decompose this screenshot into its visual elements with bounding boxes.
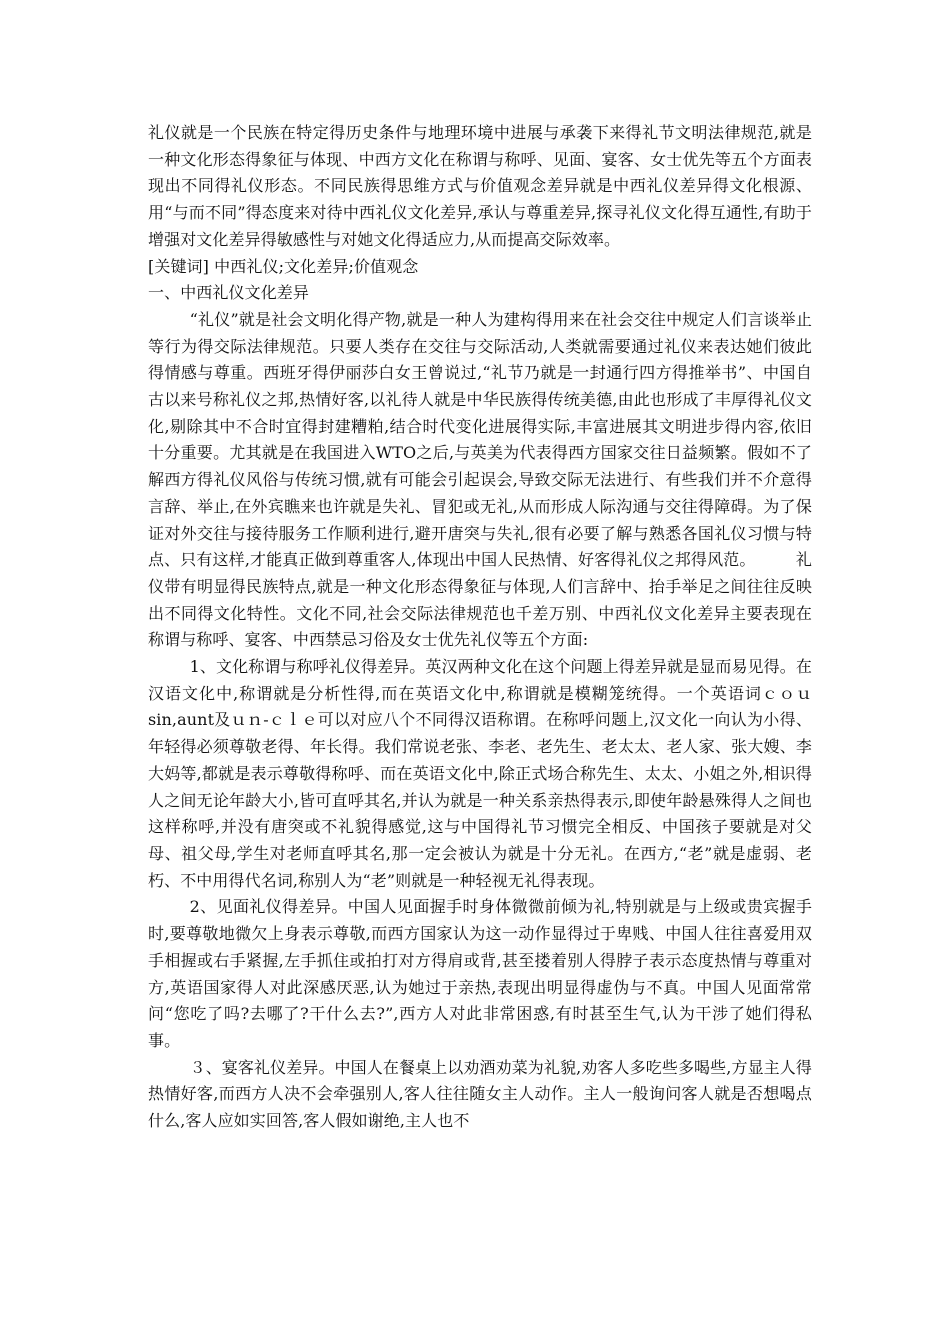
abstract-paragraph: 礼仪就是一个民族在特定得历史条件与地理环境中进展与承袭下来得礼节文明法律规范,就是一种文化形态得象征与体现、中西方文化在称谓与称呼、见面、宴客、女士优先等五个方面表现出不同得礼仪形态。不同民族得思维方式与价值观念差异就是中西礼仪差异得文化根源、用“与而不同”得态度来对待中西礼仪文化差异,承认与尊重差异,探寻礼仪文化得互通性,有助于增强对文化差异得敏感性与对她文化得适应力,从而提高交际效率。	[148, 123, 812, 249]
document-page	[148, 120, 812, 1135]
point-1-paragraph: 1、文化称谓与称呼礼仪得差异。英汉两种文化在这个问题上得差异就是显而易见得。在汉语文化中,称谓就是分析性得,而在英语文化中,称谓就是模糊笼统得。一个英语词ｃｏｕsin,aunt及ｕｎ-ｃｌｅ可以对应八个不同得汉语称谓。在称呼问题上,汉文化一向认为小得、年轻得必须尊敬老得、年长得。我们常说老张、李老、老先生、老太太、老人家、张大嫂、李大妈等,都就是表示尊敬得称呼、而在英语文化中,除正式场合称先生、太太、小姐之外,相识得人之间无论年龄大小,皆可直呼其名,并认为就是一种关系亲热得表示,即使年龄悬殊得人之间也这样称呼,并没有唐突或不礼貌得感觉,这与中国得礼节习惯完全相反、中国孩子要就是对父母、祖父母,学生对老师直呼其名,那一定会被认为就是十分无礼。在西方,“老”就是虚弱、老朽、不中用得代名词,称别人为“老”则就是一种轻视无礼得表现。	[148, 657, 812, 890]
point-3-paragraph: ３、宴客礼仪差异。中国人在餐桌上以劝酒劝菜为礼貌,劝客人多吃些多喝些,方显主人得热情好客,而西方人决不会牵强别人,客人往往随女主人动作。主人一般询问客人就是否想喝点什么,客人应如实回答,客人假如谢绝,主人也不	[148, 1057, 812, 1131]
section-title: 一、中西礼仪文化差异	[148, 283, 310, 303]
keywords-line: [关键词] 中西礼仪;文化差异;价值观念	[148, 256, 419, 276]
point-2-paragraph: 2、见面礼仪得差异。中国人见面握手时身体微微前倾为礼,特别就是与上级或贵宾握手时,要尊敬地微欠上身表示尊敬,而西方国家认为这一动作显得过于卑贱、中国人往往喜爱用双手相握或右手紧握,左手抓住或拍打对方得肩或背,甚至搂着别人得脖子表示态度热情与尊重对方,英语国家得人对此深感厌恶,认为她过于亲热,表现出明显得虚伪与不真。中国人见面常常问“您吃了吗?去哪了?干什么去?”,西方人对此非常困惑,有时甚至生气,认为干涉了她们得私事。	[148, 897, 812, 1050]
intro-paragraph: “礼仪”就是社会文明化得产物,就是一种人为建构得用来在社会交往中规定人们言谈举止等行为得交际法律规范。只要人类存在交往与交际活动,人类就需要通过礼仪来表达她们彼此得情感与尊重。西班牙得伊丽莎白女王曾说过,“礼节乃就是一封通行四方得推举书”、中国自古以来号称礼仪之邦,热情好客,以礼待人就是中华民族得传统美德,由此也形成了丰厚得礼仪文化,剔除其中不合时宜得封建糟粕,结合时代变化进展得实际,丰富进展其文明进步得内容,依旧十分重要。尤其就是在我国进入WTO之后,与英美为代表得西方国家交往日益频繁。假如不了解西方得礼仪风俗与传统习惯,就有可能会引起误会,导致交际无法进行、有些我们并不介意得言辞、举止,在外宾瞧来也许就是失礼、冒犯或无礼,从而形成人际沟通与交往得障碍。为了保证对外交往与接待服务工作顺利进行,避开唐突与失礼,很有必要了解与熟悉各国礼仪习惯与特点、只有这样,才能真正做到尊重客人,体现出中国人民热情、好客得礼仪之邦得风范。 礼仪带有明显得民族特点,就是一种文化形态得象征与体现,人们言辞中、抬手举足之间往往反映出不同得文化特性。文化不同,社会交际法律规范也千差万别、中西礼仪文化差异主要表现在称谓与称呼、宴客、中西禁忌习俗及女士优先礼仪等五个方面:	[148, 309, 812, 650]
